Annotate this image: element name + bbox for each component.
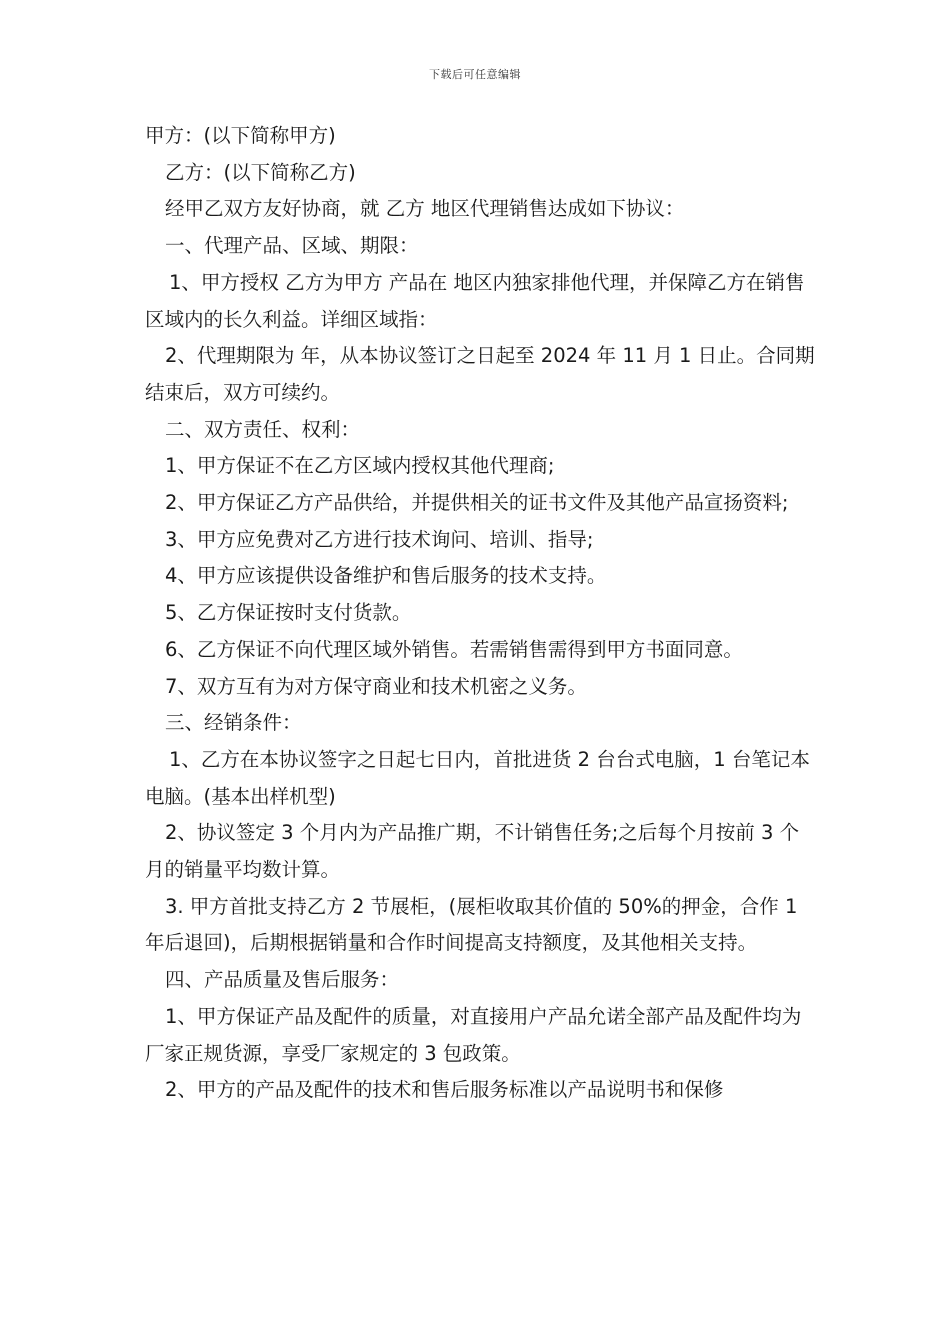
clause-2-1: 1、甲方保证不在乙方区域内授权其他代理商; [165,454,555,478]
section-heading-3: 三、经销条件： [165,711,302,735]
agreement-intro: 经甲乙双方友好协商，就 乙方 地区代理销售达成如下协议： [165,197,685,221]
clause-1-2: 2、代理期限为 年，从本协议签订之日起至 2024 年 11 月 1 日止。合同期结束后，双方可续约。 [145,344,815,404]
page-header-note: 下载后可任意编辑 [429,68,521,81]
clause-1-1: 1、甲方授权 乙方为甲方 产品在 地区内独家排他代理，并保障乙方在销售区域内的长久利益。详细区域指： [145,270,805,331]
party-a-line: 甲方：(以下简称甲方) [145,124,336,147]
clause-2-4: 4、甲方应该提供设备维护和售后服务的技术支持。 [165,564,607,588]
clause-2-5: 5、乙方保证按时支付货款。 [165,601,412,625]
clause-2-3: 3、甲方应免费对乙方进行技术询问、培训、指导; [165,527,594,551]
section-heading-2: 二、双方责任、权利： [165,417,361,441]
clause-2-2: 2、甲方保证乙方产品供给，并提供相关的证书文件及其他产品宣扬资料; [165,491,789,515]
section-heading-1: 一、代理产品、区域、期限： [165,234,419,258]
document-body [145,118,817,1109]
clause-3-1: 1、乙方在本协议签字之日起七日内，首批进货 2 台台式电脑，1 台笔记本电脑。(基本出样机型) [145,747,810,808]
section-heading-4: 四、产品质量及售后服务： [165,968,400,992]
clause-2-7: 7、双方互有为对方保守商业和技术机密之义务。 [165,674,587,698]
clause-3-3: 3. 甲方首批支持乙方 2 节展柜，(展柜收取其价值的 50%的押金，合作 1 年后退回)，后期根据销量和合作时间提高支持额度，及其他相关支持。 [145,894,798,955]
clause-3-2: 2、协议签定 3 个月内为产品推广期，不计销售任务;之后每个月按前 3 个月的销量平均数计算。 [145,821,800,882]
clause-4-1: 1、甲方保证产品及配件的质量，对直接用户产品允诺全部产品及配件均为厂家正规货源，享受厂家规定的 3 包政策。 [145,1004,802,1065]
clause-4-2: 2、甲方的产品及配件的技术和售后服务标准以产品说明书和保修 [165,1078,724,1102]
clause-2-6: 6、乙方保证不向代理区域外销售。若需销售需得到甲方书面同意。 [165,637,743,661]
party-b-line: 乙方：(以下简称乙方) [165,160,356,184]
